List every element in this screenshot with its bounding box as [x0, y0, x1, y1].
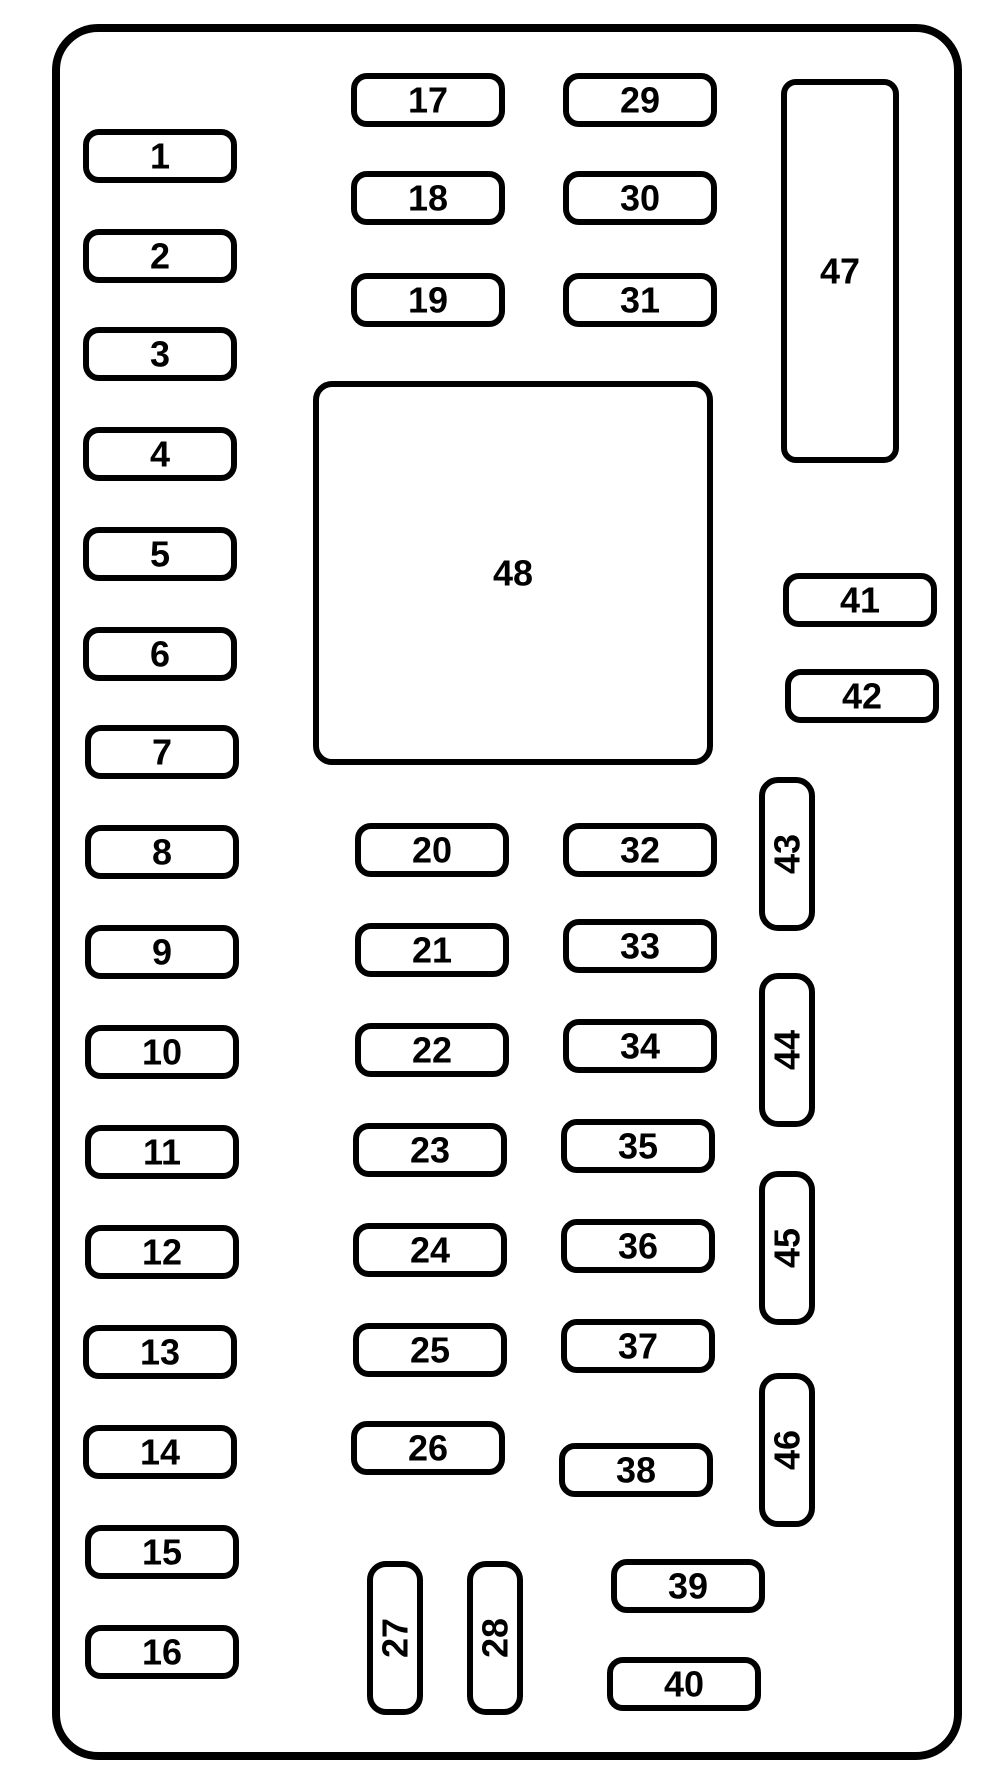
fuse-31-label: 31: [619, 279, 661, 321]
fuse-12-label: 12: [141, 1231, 183, 1273]
fuse-19-label: 19: [407, 279, 449, 321]
fuse-29-label: 29: [619, 79, 661, 121]
fuse-47: [784, 82, 896, 460]
fuse-21: [358, 926, 506, 974]
fuse-31: [566, 276, 714, 324]
fuse-45-label: 45: [766, 1227, 808, 1269]
fuse-33: [566, 922, 714, 970]
fuse-18: [354, 174, 502, 222]
fuse-16: [88, 1628, 236, 1676]
fuse-36-label: 36: [617, 1225, 659, 1267]
fuse-8: [88, 828, 236, 876]
fuse-9-label: 9: [151, 931, 173, 973]
fuse-27-label: 27: [374, 1617, 416, 1659]
fuse-48-label: 48: [492, 552, 534, 594]
fuse-42: [788, 672, 936, 720]
fuse-30-label: 30: [619, 177, 661, 219]
fuse-20-label: 20: [411, 829, 453, 871]
fuse-24-label: 24: [409, 1229, 451, 1271]
fuse-45: [762, 1174, 812, 1322]
fuse-26-label: 26: [407, 1427, 449, 1469]
fuse-16-label: 16: [141, 1631, 183, 1673]
fuse-37: [564, 1322, 712, 1370]
fuse-37-label: 37: [617, 1325, 659, 1367]
fuse-5-label: 5: [149, 533, 171, 575]
fuse-32-label: 32: [619, 829, 661, 871]
fuse-34: [566, 1022, 714, 1070]
fuse-30: [566, 174, 714, 222]
fuse-10-label: 10: [141, 1031, 183, 1073]
fuse-39: [614, 1562, 762, 1610]
fuse-23-label: 23: [409, 1129, 451, 1171]
fuse-4-label: 4: [149, 433, 171, 475]
fuse-47-label: 47: [819, 250, 861, 292]
fuse-11-label: 11: [142, 1131, 182, 1173]
fuse-20: [358, 826, 506, 874]
fuse-17: [354, 76, 502, 124]
fuse-7: [88, 728, 236, 776]
fuse-25-label: 25: [409, 1329, 451, 1371]
fuse-3: [86, 330, 234, 378]
fuse-33-label: 33: [619, 925, 661, 967]
fuse-25: [356, 1326, 504, 1374]
fuse-28-label: 28: [474, 1617, 516, 1659]
fuse-41-label: 41: [839, 579, 881, 621]
fuse-23: [356, 1126, 504, 1174]
fuse-48: [316, 384, 710, 762]
fuse-42-label: 42: [841, 675, 883, 717]
fuse-7-label: 7: [151, 731, 173, 773]
fuse-38: [562, 1446, 710, 1494]
fuse-43: [762, 780, 812, 928]
fuse-44-label: 44: [766, 1029, 808, 1071]
fuse-3-label: 3: [149, 333, 171, 375]
fuse-19: [354, 276, 502, 324]
fuse-40-label: 40: [663, 1663, 705, 1705]
fuse-8-label: 8: [151, 831, 173, 873]
fuse-5: [86, 530, 234, 578]
fuse-2: [86, 232, 234, 280]
fuse-22: [358, 1026, 506, 1074]
fuse-43-label: 43: [766, 833, 808, 875]
fuse-2-label: 2: [149, 235, 171, 277]
fuse-18-label: 18: [407, 177, 449, 219]
fuse-6-label: 6: [149, 633, 171, 675]
fuse-40: [610, 1660, 758, 1708]
fuse-24: [356, 1226, 504, 1274]
fuse-17-label: 17: [407, 79, 449, 121]
fuse-38-label: 38: [615, 1449, 657, 1491]
fuse-9: [88, 928, 236, 976]
fuse-32: [566, 826, 714, 874]
fuse-35: [564, 1122, 712, 1170]
fuse-1: [86, 132, 234, 180]
fuse-10: [88, 1028, 236, 1076]
fuse-44: [762, 976, 812, 1124]
fuse-4: [86, 430, 234, 478]
fuse-35-label: 35: [617, 1125, 659, 1167]
fuse-27: [370, 1564, 420, 1712]
fuse-14-label: 14: [139, 1431, 181, 1473]
fuse-22-label: 22: [411, 1029, 453, 1071]
fuse-12: [88, 1228, 236, 1276]
fuse-46-label: 46: [766, 1429, 808, 1471]
fuse-29: [566, 76, 714, 124]
fuse-13: [86, 1328, 234, 1376]
fuse-36: [564, 1222, 712, 1270]
fuse-41: [786, 576, 934, 624]
fuse-28: [470, 1564, 520, 1712]
fuse-13-label: 13: [139, 1331, 181, 1373]
fuse-46: [762, 1376, 812, 1524]
fuse-39-label: 39: [667, 1565, 709, 1607]
fuse-15-label: 15: [141, 1531, 183, 1573]
fuse-26: [354, 1424, 502, 1472]
fuse-14: [86, 1428, 234, 1476]
fuse-15: [88, 1528, 236, 1576]
fuse-1-label: 1: [149, 135, 171, 177]
fuse-21-label: 21: [411, 929, 453, 971]
fuse-11: [88, 1128, 236, 1176]
fuse-34-label: 34: [619, 1025, 661, 1067]
fuse-6: [86, 630, 234, 678]
